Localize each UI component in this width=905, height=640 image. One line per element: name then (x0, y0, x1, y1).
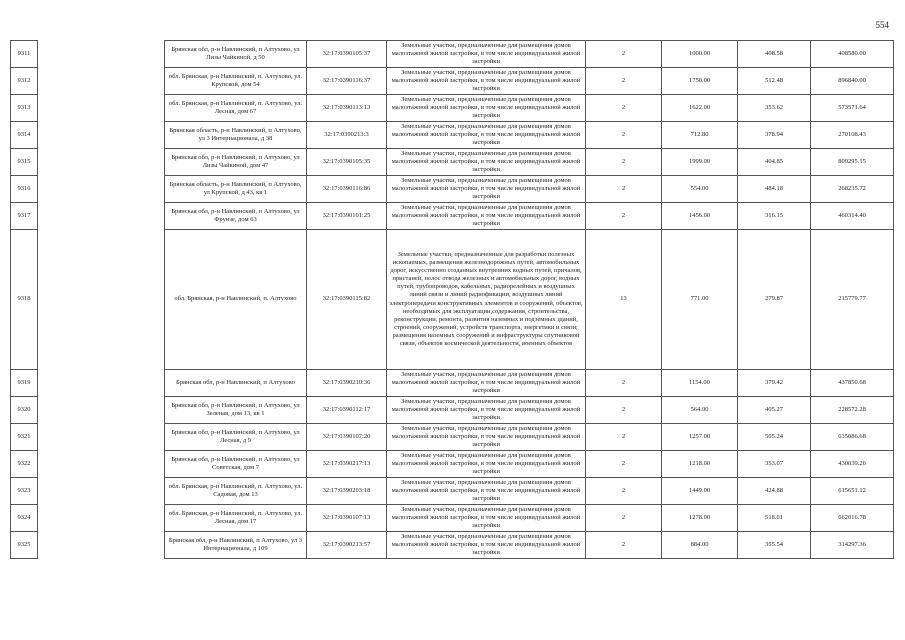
row-number-cell: 9314 (11, 122, 38, 149)
group-number-cell: 2 (586, 451, 662, 478)
specific-value-cell: 424.88 (738, 478, 811, 505)
table-row (11, 451, 894, 478)
blank-gap-cell (38, 397, 165, 424)
table-body (11, 41, 894, 559)
table-row (11, 478, 894, 505)
blank-gap-cell (38, 230, 165, 370)
cadastral-number-cell: 32:17:0390210:36 (307, 370, 387, 397)
blank-gap-cell (38, 203, 165, 230)
blank-gap-cell (38, 149, 165, 176)
address-cell: обл. Брянская, р-н Навлинский, п. Алтухово (165, 230, 307, 370)
group-number-cell: 2 (586, 95, 662, 122)
specific-value-cell: 316.15 (738, 203, 811, 230)
land-use-cell: Земельные участки, предназначенные для размещения домов малоэтажной жилой застройки, в том числе индивидуальной жилой застройки (387, 532, 586, 559)
area-cell: 1750.00 (662, 68, 738, 95)
cadastral-value-cell: 314297.36 (811, 532, 894, 559)
group-number-cell: 2 (586, 203, 662, 230)
row-number-cell: 9317 (11, 203, 38, 230)
land-use-cell: Земельные участки, предназначенные для разработки полезных ископаемых, размещения железнодорожных путей, автомобильных дорог, искусственно созданных внутренних водных путей, причалов, пристаней, полос отвода железных и автомобильных дорог, водных путей, трубопроводов, кабельных, радиорелейных и воздушных линий связи и линий радиофикации, воздушных линий электропередачи конструктивных элементов и сооружений, объектов, необходимых для эксплуатации,содержания, строительства, реконструкции, ремонта, развития наземных и подземных зданий, строений, сооружений, устройств транспорта, энергетики и связи; размещения наземных сооружений и инфраструктуры спутниковой связи, объектов космической деятельности, военных объектов (387, 230, 586, 370)
address-cell: Брянская обл, р-н Навлинский, п Алтухово, ул Лизы Чайкиной, дом 47 (165, 149, 307, 176)
table-row (11, 149, 894, 176)
table-row (11, 41, 894, 68)
row-number-cell: 9321 (11, 424, 38, 451)
cadastral-value-cell: 228572.28 (811, 397, 894, 424)
address-cell: Брянская область, р-н Навлинский, п Алтухово, ул Крупской, д 43, кв 1 (165, 176, 307, 203)
specific-value-cell: 404.85 (738, 149, 811, 176)
table-row (11, 505, 894, 532)
cadastral-number-cell: 32:17:0390112:17 (307, 397, 387, 424)
row-number-cell: 9318 (11, 230, 38, 370)
group-number-cell: 2 (586, 532, 662, 559)
cadastral-number-cell: 32:17:0390105:35 (307, 149, 387, 176)
area-cell: 1999.00 (662, 149, 738, 176)
area-cell: 1449.00 (662, 478, 738, 505)
cadastral-value-table (10, 40, 894, 559)
cadastral-value-cell: 573571.64 (811, 95, 894, 122)
table-row (11, 532, 894, 559)
cadastral-value-cell: 615651.12 (811, 478, 894, 505)
land-use-cell: Земельные участки, предназначенные для размещения домов малоэтажной жилой застройки, в том числе индивидуальной жилой застройки (387, 95, 586, 122)
land-use-cell: Земельные участки, предназначенные для размещения домов малоэтажной жилой застройки, в том числе индивидуальной жилой застройки (387, 451, 586, 478)
area-cell: 771.00 (662, 230, 738, 370)
area-cell: 1278.00 (662, 505, 738, 532)
row-number-cell: 9320 (11, 397, 38, 424)
specific-value-cell: 379.42 (738, 370, 811, 397)
address-cell: Брянская обл, р-н Навлинский, п Алтухово, ул 3 Интернационала, д 109 (165, 532, 307, 559)
specific-value-cell: 353.62 (738, 95, 811, 122)
table-row (11, 230, 894, 370)
specific-value-cell: 518.01 (738, 505, 811, 532)
group-number-cell: 2 (586, 41, 662, 68)
specific-value-cell: 512.48 (738, 68, 811, 95)
area-cell: 554.00 (662, 176, 738, 203)
table-row (11, 68, 894, 95)
specific-value-cell: 505.24 (738, 424, 811, 451)
row-number-cell: 9324 (11, 505, 38, 532)
land-use-cell: Земельные участки, предназначенные для размещения домов малоэтажной жилой застройки, в том числе индивидуальной жилой застройки (387, 149, 586, 176)
cadastral-number-cell: 32:17:0390113:13 (307, 95, 387, 122)
cadastral-value-cell: 896840.00 (811, 68, 894, 95)
area-cell: 884.00 (662, 532, 738, 559)
page-number: 554 (875, 20, 889, 30)
area-cell: 1257.00 (662, 424, 738, 451)
cadastral-number-cell: 32:17:0390213:57 (307, 532, 387, 559)
address-cell: обл. Брянская, р-н Навлинский, п. Алтухово, ул. Садовая, дом 13 (165, 478, 307, 505)
cadastral-number-cell: 32:17:0390116:86 (307, 176, 387, 203)
cadastral-value-cell: 809295.15 (811, 149, 894, 176)
blank-gap-cell (38, 505, 165, 532)
cadastral-value-cell: 215779.77 (811, 230, 894, 370)
specific-value-cell: 279.87 (738, 230, 811, 370)
land-use-cell: Земельные участки, предназначенные для размещения домов малоэтажной жилой застройки, в том числе индивидуальной жилой застройки (387, 122, 586, 149)
table-row (11, 424, 894, 451)
group-number-cell: 2 (586, 122, 662, 149)
row-number-cell: 9315 (11, 149, 38, 176)
cadastral-value-cell: 662016.78 (811, 505, 894, 532)
cadastral-number-cell: 32:17:0390107:13 (307, 505, 387, 532)
row-number-cell: 9319 (11, 370, 38, 397)
table-row (11, 122, 894, 149)
cadastral-value-cell: 460314.40 (811, 203, 894, 230)
address-cell: обл. Брянская, р-н Навлинский, п. Алтухово, ул. Лесная, дом 17 (165, 505, 307, 532)
cadastral-number-cell: 32:17:0390107:20 (307, 424, 387, 451)
cadastral-value-cell: 270108.43 (811, 122, 894, 149)
table-row (11, 397, 894, 424)
area-cell: 1000.00 (662, 41, 738, 68)
table-row (11, 95, 894, 122)
blank-gap-cell (38, 95, 165, 122)
row-number-cell: 9311 (11, 41, 38, 68)
land-use-cell: Земельные участки, предназначенные для размещения домов малоэтажной жилой застройки, в том числе индивидуальной жилой застройки (387, 41, 586, 68)
row-number-cell: 9312 (11, 68, 38, 95)
specific-value-cell: 378.94 (738, 122, 811, 149)
cadastral-number-cell: 32:17:0390105:37 (307, 41, 387, 68)
address-cell: Брянская обл, р-н Навлинский, п Алтухово (165, 370, 307, 397)
cadastral-number-cell: 32:17:0390213:3 (307, 122, 387, 149)
land-use-cell: Земельные участки, предназначенные для размещения домов малоэтажной жилой застройки, в том числе индивидуальной жилой застройки (387, 370, 586, 397)
address-cell: Брянская обл, р-н Навлинский, п Алтухово, ул Фрунзе, дом 63 (165, 203, 307, 230)
cadastral-number-cell: 32:17:0390116:37 (307, 68, 387, 95)
cadastral-number-cell: 32:17:0390203:18 (307, 478, 387, 505)
table-row (11, 370, 894, 397)
address-cell: обл. Брянская, р-н Навлинский, п. Алтухово, ул. Крупской, дом 54 (165, 68, 307, 95)
group-number-cell: 13 (586, 230, 662, 370)
specific-value-cell: 405.27 (738, 397, 811, 424)
cadastral-number-cell: 32:17:0390217:13 (307, 451, 387, 478)
blank-gap-cell (38, 41, 165, 68)
blank-gap-cell (38, 532, 165, 559)
group-number-cell: 2 (586, 424, 662, 451)
cadastral-value-cell: 635086.68 (811, 424, 894, 451)
group-number-cell: 2 (586, 478, 662, 505)
row-number-cell: 9323 (11, 478, 38, 505)
area-cell: 1456.00 (662, 203, 738, 230)
blank-gap-cell (38, 478, 165, 505)
cadastral-value-cell: 437850.68 (811, 370, 894, 397)
cadastral-value-cell: 430039.26 (811, 451, 894, 478)
address-cell: Брянская область, р-н Навлинский, п Алтухово, ул 3 Интернационала, д 38 (165, 122, 307, 149)
cadastral-number-cell: 32:17:0390115:82 (307, 230, 387, 370)
group-number-cell: 2 (586, 505, 662, 532)
area-cell: 1622.00 (662, 95, 738, 122)
area-cell: 712.80 (662, 122, 738, 149)
blank-gap-cell (38, 68, 165, 95)
group-number-cell: 2 (586, 149, 662, 176)
address-cell: обл. Брянская, р-н Навлинский, п. Алтухово, ул. Лесная, дом 67 (165, 95, 307, 122)
blank-gap-cell (38, 176, 165, 203)
group-number-cell: 2 (586, 397, 662, 424)
cadastral-value-cell: 408580.00 (811, 41, 894, 68)
land-use-cell: Земельные участки, предназначенные для размещения домов малоэтажной жилой застройки, в том числе индивидуальной жилой застройки (387, 478, 586, 505)
area-cell: 564.00 (662, 397, 738, 424)
row-number-cell: 9316 (11, 176, 38, 203)
group-number-cell: 2 (586, 176, 662, 203)
address-cell: Брянская обл, р-н Навлинский, п Алтухово, ул Советская, дом 7 (165, 451, 307, 478)
row-number-cell: 9325 (11, 532, 38, 559)
area-cell: 1154.00 (662, 370, 738, 397)
row-number-cell: 9313 (11, 95, 38, 122)
specific-value-cell: 355.54 (738, 532, 811, 559)
specific-value-cell: 484.18 (738, 176, 811, 203)
row-number-cell: 9322 (11, 451, 38, 478)
land-use-cell: Земельные участки, предназначенные для размещения домов малоэтажной жилой застройки, в том числе индивидуальной жилой застройки (387, 424, 586, 451)
blank-gap-cell (38, 122, 165, 149)
area-cell: 1218.00 (662, 451, 738, 478)
land-use-cell: Земельные участки, предназначенные для размещения домов малоэтажной жилой застройки, в том числе индивидуальной жилой застройки (387, 176, 586, 203)
group-number-cell: 2 (586, 68, 662, 95)
land-use-cell: Земельные участки, предназначенные для размещения домов малоэтажной жилой застройки, в том числе индивидуальной жилой застройки (387, 68, 586, 95)
cadastral-number-cell: 32:17:0390101:25 (307, 203, 387, 230)
address-cell: Брянская обл, р-н Навлинский, п Алтухово, ул Зеленая, дом 13, кв 1 (165, 397, 307, 424)
table-row (11, 176, 894, 203)
address-cell: Брянская обл, р-н Навлинский, п Алтухово, ул Лизы Чайкиной, д 50 (165, 41, 307, 68)
specific-value-cell: 408.58 (738, 41, 811, 68)
blank-gap-cell (38, 370, 165, 397)
land-use-cell: Земельные участки, предназначенные для размещения домов малоэтажной жилой застройки, в том числе индивидуальной жилой застройки (387, 203, 586, 230)
cadastral-value-cell: 268235.72 (811, 176, 894, 203)
blank-gap-cell (38, 424, 165, 451)
blank-gap-cell (38, 451, 165, 478)
address-cell: Брянская обл, р-н Навлинский, п Алтухово, ул Лесная, д 9 (165, 424, 307, 451)
land-use-cell: Земельные участки, предназначенные для размещения домов малоэтажной жилой застройки, в том числе индивидуальной жилой застройки (387, 505, 586, 532)
specific-value-cell: 353.07 (738, 451, 811, 478)
land-use-cell: Земельные участки, предназначенные для размещения домов малоэтажной жилой застройки, в том числе индивидуальной жилой застройки (387, 397, 586, 424)
table-row (11, 203, 894, 230)
group-number-cell: 2 (586, 370, 662, 397)
